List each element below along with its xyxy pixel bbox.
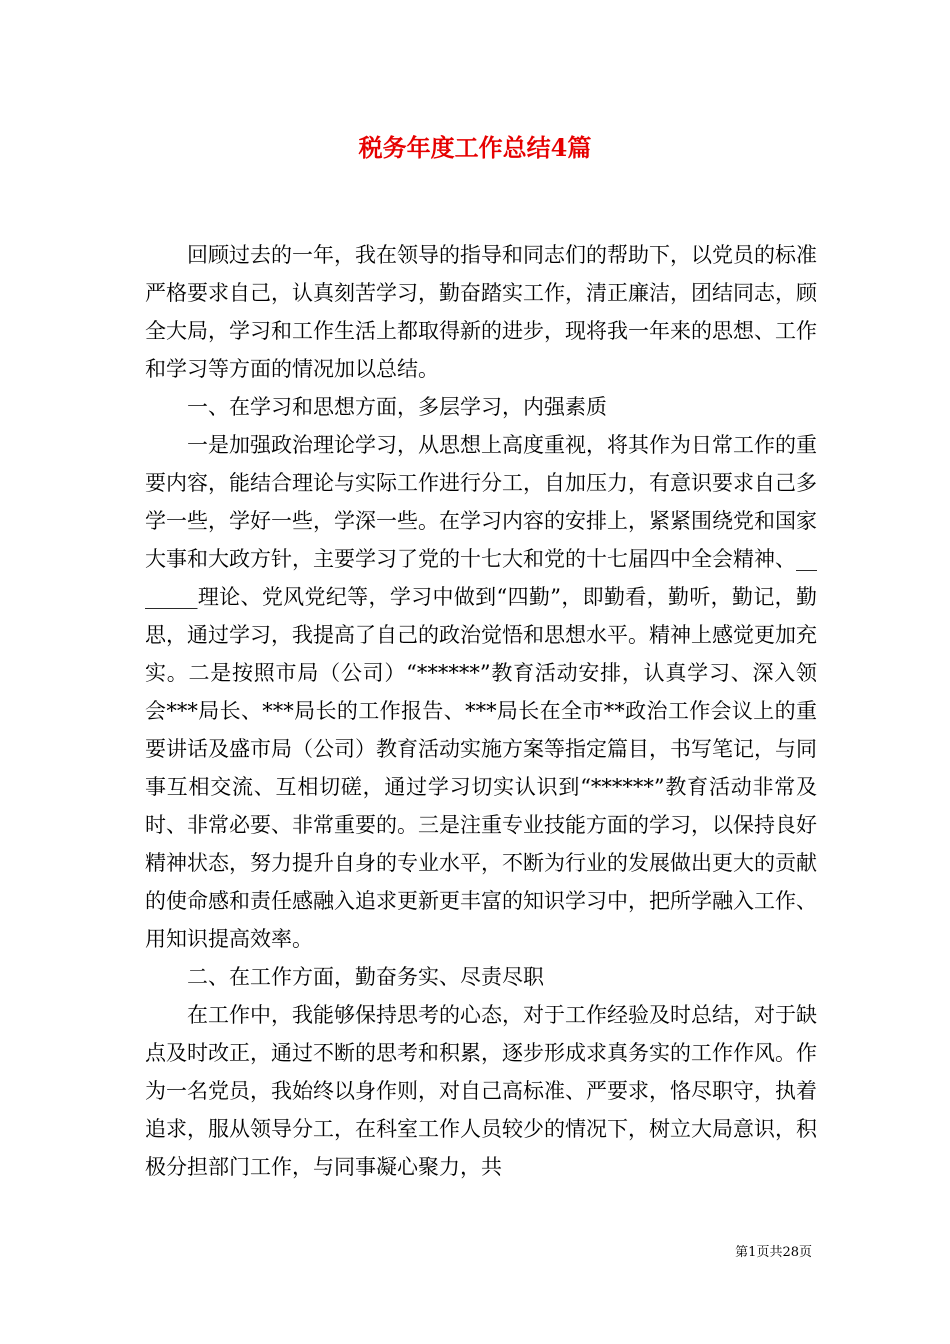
paragraph-study: 一是加强政治理论学习，从思想上高度重视，将其作为日常工作的重要内容，能结合理论与实际工作进行分工，自加压力，有意识要求自己多学一些，学好一些，学深一些。在学习内容的安排上，紧紧围绕党和国家大事和大政方针，主要学习了党的十七大和党的十七届四中全会精神、_______理论、党风党纪等，学习中做到“四勤”，即勤看，勤听，勤记，勤思，通过学习，我提高了自己的政治觉悟和思想水平。精神上感觉更加充实。二是按照市局（公司）“******”教育活动安排，认真学习、深入领会***局长、***局长的工作报告、***局长在全市**政治工作会议上的重要讲话及盛市局（公司）教育活动实施方案等指定篇目，书写笔记，与同事互相交流、互相切磋，通过学习切实认识到“******”教育活动非常及时、非常必要、非常重要的。三是注重专业技能方面的学习，以保持良好精神状态，努力提升自身的专业水平，不断为行业的发展做出更大的贡献的使命感和责任感融入追求更新更丰富的知识学习中，把所学融入工作、用知识提高效率。 [145, 433, 817, 951]
section-heading-work: 二、在工作方面，勤奋务实、尽责尽职 [187, 965, 544, 989]
page-title: 税务年度工作总结4篇 [358, 133, 592, 162]
document-body [145, 236, 817, 1186]
paragraph-intro: 回顾过去的一年，我在领导的指导和同志们的帮助下，以党员的标准严格要求自己，认真刻苦学习，勤奋踏实工作，清正廉洁，团结同志，顾全大局，学习和工作生活上都取得新的进步，现将我一年来的思想、工作和学习等方面的情况加以总结。 [145, 243, 817, 381]
section-heading-study: 一、在学习和思想方面，多层学习，内强素质 [187, 395, 607, 419]
page-number-footer: 第1页共28页 [735, 1245, 812, 1260]
paragraph-work: 在工作中，我能够保持思考的心态，对于工作经验及时总结，对于缺点及时改正，通过不断的思考和积累，逐步形成求真务实的工作作风。作为一名党员，我始终以身作则，对自己高标准、严要求，恪尽职守，执着追求，服从领导分工，在科室工作人员较少的情况下，树立大局意识，积极分担部门工作，与同事凝心聚力，共 [145, 1003, 817, 1179]
